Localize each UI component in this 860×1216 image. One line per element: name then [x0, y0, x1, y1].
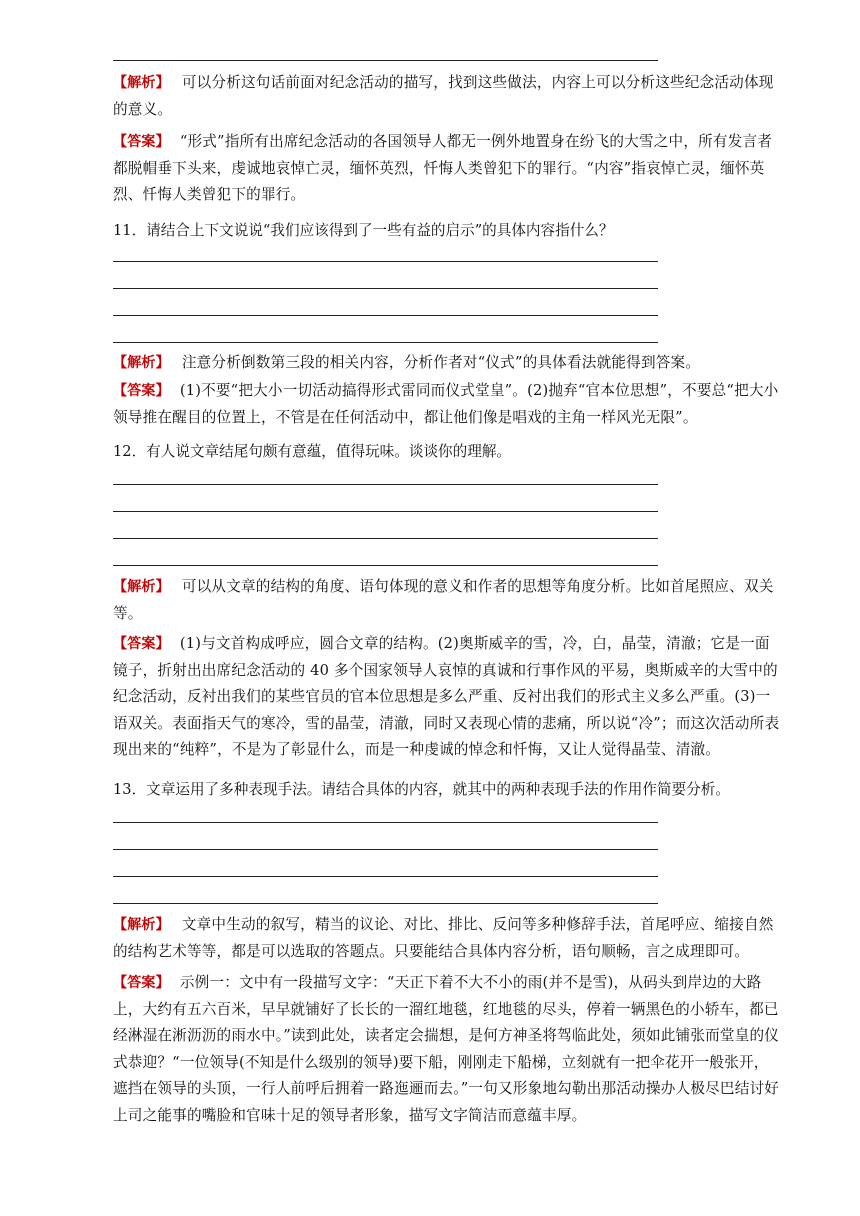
answer-line: [113, 876, 658, 877]
answer-line: [113, 822, 658, 823]
q12-analysis-text: 可以从文章的结构的角度、语句体现的意义和作者的思想等角度分析。比如首尾照应、双关等。: [113, 578, 774, 622]
q10-analysis-text: 可以分析这句话前面对纪念活动的描写，找到这些做法，内容上可以分析这些纪念活动体现的意义。: [113, 74, 774, 118]
q13-question: 13．文章运用了多种表现手法。请结合具体的内容，就其中的两种表现手法的作用作简要分析。: [113, 781, 730, 798]
q12-analysis: [113, 574, 781, 627]
q11-analysis: [113, 350, 781, 377]
q10-analysis: [113, 70, 781, 123]
q12-answer: [113, 631, 781, 764]
answer-line: [113, 261, 658, 262]
analysis-tag: 【解析】: [113, 579, 170, 595]
q10-answer-text: “形式”指所有出席纪念活动的各国领导人都无一例外地置身在纷飞的大雪之中，所有发言者都脱帽垂下头来，虔诚地哀悼亡灵，缅怀英烈，忏悔人类曾犯下的罪行。“内容”指哀悼亡灵，缅怀英烈、忏悔人类曾犯下的罪行。: [113, 133, 773, 203]
q12-question: 12．有人说文章结尾句颇有意蕴，值得玩味。谈谈你的理解。: [113, 443, 512, 460]
q11-analysis-text: 注意分析倒数第三段的相关内容，分析作者对“仪式”的具体看法就能得到答案。: [181, 354, 701, 371]
q13-answer-text: 示例一：文中有一段描写文字：“天正下着不大不小的雨(并不是雪)，从码头到岸边的大路上，大约有五六百米，早早就铺好了长长的一溜红地毯，红地毯的尽头，停着一辆黑色的小轿车，都已经淋湿在淅沥沥的雨水中。”读到此处，读者定会揣想，是何方神圣将驾临此处，须如此铺张而堂皇的仪式恭迎？“一位领导(不知是什么级别的领导)要下船，刚刚走下船梯，立刻就有一把伞花开一般张开，遮挡在领导的头顶，一行人前呼后拥着一路迤逦而去。”一句又形象地勾勒出那活动操办人极尽巴结讨好上司之能事的嘴脸和官味十足的领导者形象，描写文字简洁而意蕴丰厚。: [113, 974, 780, 1124]
answer-tag: 【答案】: [113, 636, 170, 652]
q13-answer: [113, 970, 781, 1129]
analysis-tag: 【解析】: [113, 355, 170, 371]
q13-analysis-text: 文章中生动的叙写，精当的议论、对比、排比、反问等多种修辞手法，首尾呼应、缩接自然的结构艺术等等，都是可以选取的答题点。只要能结合具体内容分析，语句顺畅，言之成理即可。: [113, 916, 774, 960]
answer-line: [113, 565, 658, 566]
answer-line: [113, 342, 658, 343]
answer-line: [113, 538, 658, 539]
answer-line: [113, 903, 658, 904]
answer-line: [113, 315, 658, 316]
answer-tag: 【答案】: [113, 975, 170, 991]
q11-answer: [113, 378, 781, 431]
q12-answer-text: (1)与文首构成呼应，圆合文章的结构。(2)奥斯威辛的雪，冷，白，晶莹，清澈；它是一面镜子，折射出出席纪念活动的 40 多个国家领导人哀悼的真诚和行事作风的平易，奥斯威辛的大雪中的纪念活动，反衬出我们的某些官员的官本位思想是多么严重、反衬出我们的形式主义多么严重。(3)一语双关。表面指天气的寒冷，雪的晶莹，清澈，同时又表现心情的悲痛，所以说“冷”；而这次活动所表现出来的“纯粹”，不是为了彰显什么，而是一种虔诚的悼念和忏悔，又让人觉得晶莹、清澈。: [113, 635, 780, 758]
q13-analysis: [113, 912, 781, 965]
answer-line: [113, 484, 658, 485]
q11-answer-text: (1)不要“把大小一切活动搞得形式雷同而仪式堂皇”。(2)抛弃“官本位思想”，不要总“把大小领导推在醒目的位置上，不管是在任何活动中，都让他们像是唱戏的主角一样风光无限”。: [113, 382, 779, 426]
answer-line: [113, 511, 658, 512]
q11-question: 11．请结合上下文说说“我们应该得到了一些有益的启示”的具体内容指什么？: [113, 222, 614, 239]
answer-line: [113, 849, 658, 850]
answer-tag: 【答案】: [113, 134, 170, 150]
q10-answer: [113, 129, 781, 209]
answer-line: [113, 60, 658, 61]
analysis-tag: 【解析】: [113, 75, 170, 91]
answer-tag: 【答案】: [113, 383, 170, 399]
answer-line: [113, 288, 658, 289]
analysis-tag: 【解析】: [113, 917, 170, 933]
